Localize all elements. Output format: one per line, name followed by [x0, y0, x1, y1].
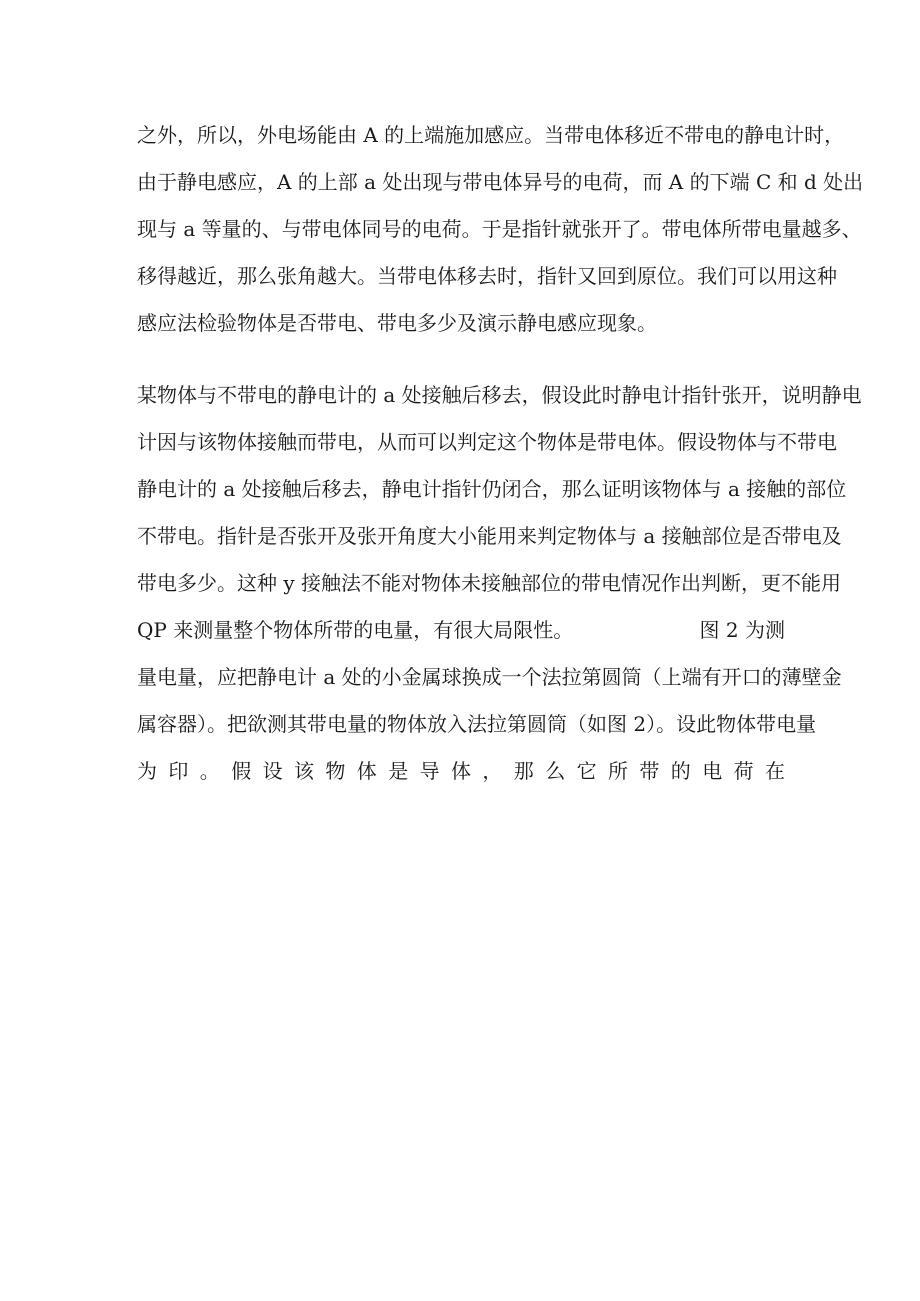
text-line: 由于静电感应，A 的上部 a 处出现与带电体异号的电荷，而 A 的下端 C 和 d 处出: [137, 170, 864, 194]
text-line: 计因与该物体接触而带电，从而可以判定这个物体是带电体。假设物体与不带电: [137, 430, 837, 454]
text-line: 为 印 。 假 设 该 物 体 是 导 体 ， 那 么 它 所 带 的 电 荷 在: [137, 759, 785, 783]
text-line: 某物体与不带电的静电计的 a 处接触后移去，假设此时静电计指针张开，说明静电: [137, 383, 862, 407]
text-line-split: [137, 615, 785, 645]
text-line: 带电多少。这种 y 接触法不能对物体未接触部位的带电情况作出判断，更不能用: [137, 571, 842, 595]
text-line: 之外，所以，外电场能由 A 的上端施加感应。当带电体移近不带电的静电计时，: [137, 123, 845, 147]
text-line: 现与 a 等量的、与带电体同号的电荷。于是指针就张开了。带电体所带电量越多、: [137, 217, 862, 241]
text-line: 量电量，应把静电计 a 处的小金属球换成一个法拉第圆筒（上端有开口的薄壁金: [137, 665, 842, 689]
text-line: 属容器）。把欲测其带电量的物体放入法拉第圆筒（如图 2）。设此物体带电量: [137, 712, 817, 736]
text-line: 移得越近，那么张角越大。当带电体移去时，指针又回到原位。我们可以用这种: [137, 264, 837, 288]
text-left: QP 来测量整个物体所带的电量，有很大局限性。: [137, 618, 574, 642]
text-line: 感应法检验物体是否带电、带电多少及演示静电感应现象。: [137, 311, 657, 335]
text-line: 静电计的 a 处接触后移去，静电计指针仍闭合，那么证明该物体与 a 接触的部位: [137, 477, 847, 501]
text-right: 图 2 为测: [699, 618, 785, 642]
text-line: 不带电。指针是否张开及张开角度大小能用来判定物体与 a 接触部位是否带电及: [137, 524, 842, 548]
